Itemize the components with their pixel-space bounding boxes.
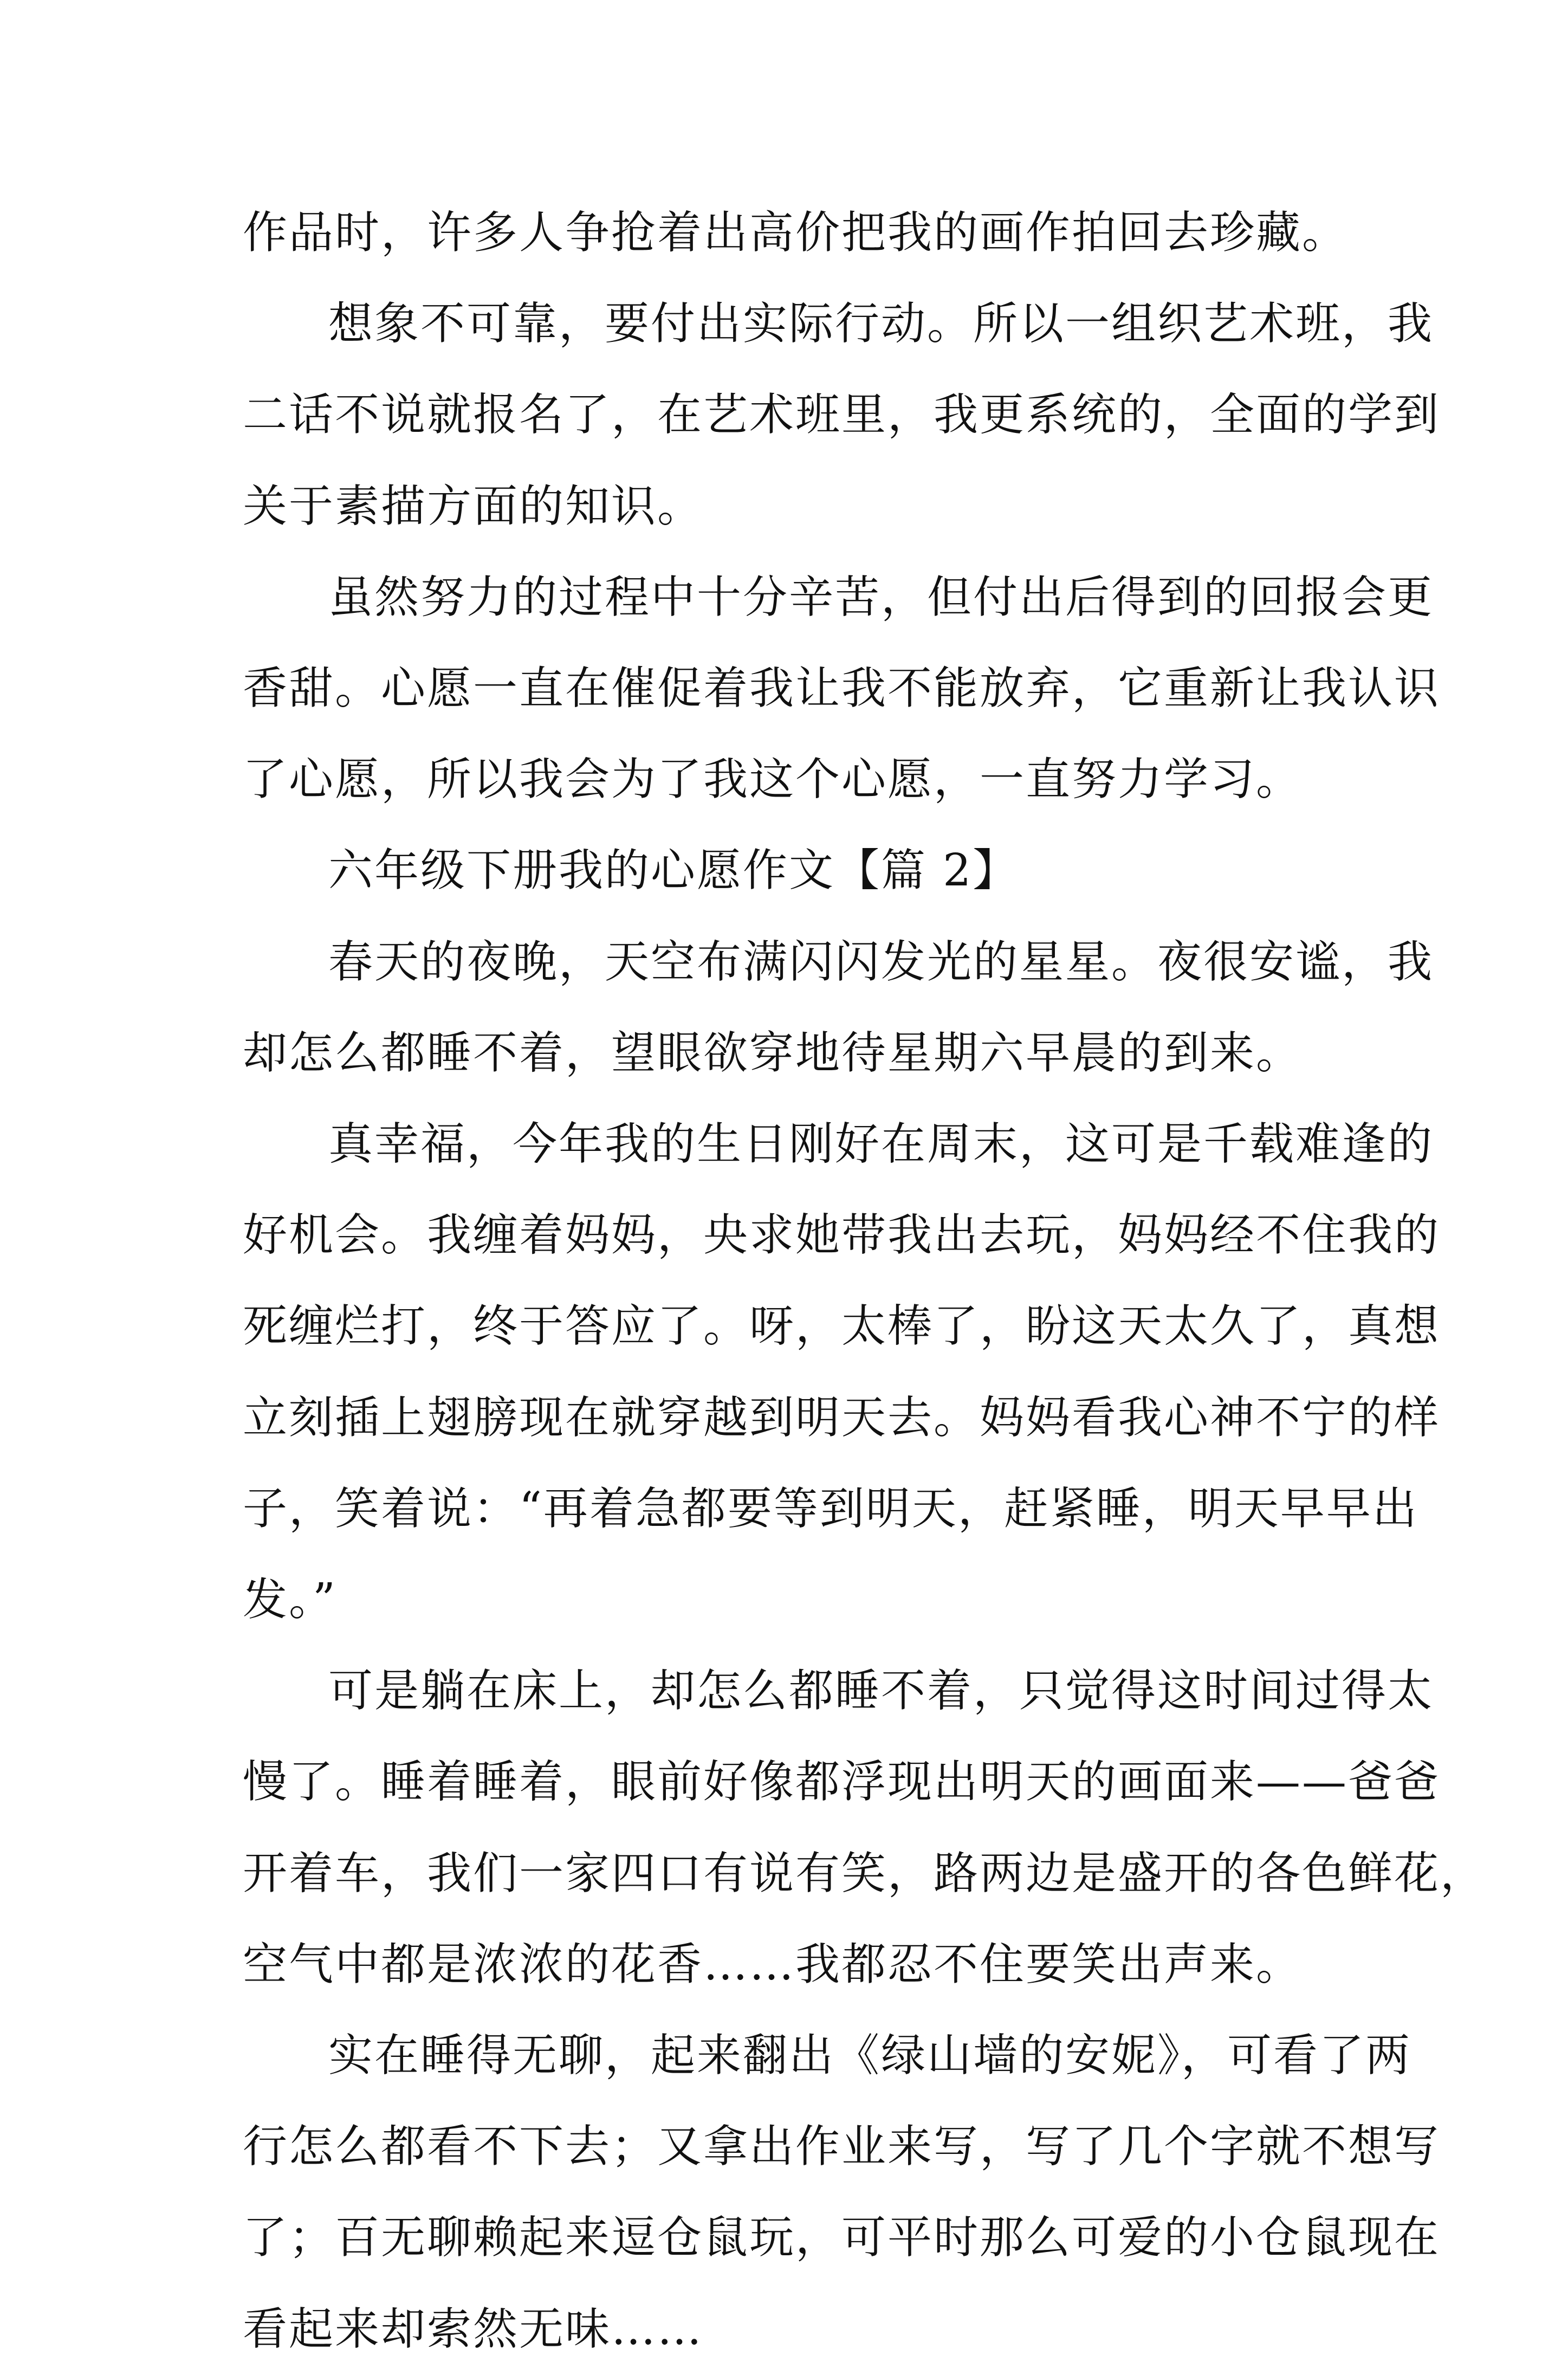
text-line: 可是躺在床上，却怎么都睡不着，只觉得这时间过得太 (328, 1665, 1434, 1717)
text-line: 了；百无聊赖起来逗仓鼠玩，可平时那么可爱的小仓鼠现在 (243, 2212, 1441, 2263)
text-line: 虽然努力的过程中十分辛苦，但付出后得到的回报会更 (328, 572, 1434, 623)
text-line: 发。” (243, 1574, 337, 1626)
text-line: 春天的夜晚，天空布满闪闪发光的星星。夜很安谧，我 (328, 936, 1434, 988)
text-line: 慢了。睡着睡着，眼前好像都浮现出明天的画面来——爸爸 (243, 1756, 1441, 1808)
text-line: 香甜。心愿一直在催促着我让我不能放弃，它重新让我认识 (243, 663, 1441, 714)
text-line: 行怎么都看不下去；又拿出作业来写，写了几个字就不想写 (243, 2121, 1441, 2172)
text-line: 却怎么都睡不着，望眼欲穿地待星期六早晨的到来。 (243, 1027, 1303, 1079)
text-line: 真幸福，今年我的生日刚好在周末，这可是千载难逢的 (328, 1118, 1434, 1170)
text-line: 二话不说就报名了，在艺术班里，我更系统的，全面的学到 (243, 389, 1441, 441)
text-line: 作品时，许多人争抢着出高价把我的画作拍回去珍藏。 (243, 207, 1349, 258)
text-line: 了心愿，所以我会为了我这个心愿，一直努力学习。 (243, 754, 1303, 805)
text-line: 想象不可靠，要付出实际行动。所以一组织艺术班，我 (328, 298, 1434, 350)
text-line: 开着车，我们一家四口有说有笑，路两边是盛开的各色鲜花， (243, 1848, 1487, 1899)
text-line: 六年级下册我的心愿作文【篇 2】 (328, 845, 1019, 896)
text-line: 空气中都是浓浓的花香……我都忍不住要笑出声来。 (243, 1939, 1303, 1990)
text-line: 死缠烂打，终于答应了。呀，太棒了，盼这天太久了，真想 (243, 1300, 1441, 1352)
text-line: 子，笑着说：“再着急都要等到明天，赶紧睡，明天早早出 (243, 1483, 1418, 1535)
text-line: 关于素描方面的知识。 (243, 481, 704, 532)
text-line: 好机会。我缠着妈妈，央求她带我出去玩，妈妈经不住我的 (243, 1209, 1441, 1261)
text-line: 看起来却索然无味…… (243, 2303, 704, 2355)
text-line: 立刻插上翅膀现在就穿越到明天去。妈妈看我心神不宁的样 (243, 1392, 1441, 1444)
text-line: 实在睡得无聊，起来翻出《绿山墙的安妮》，可看了两 (328, 2030, 1412, 2081)
